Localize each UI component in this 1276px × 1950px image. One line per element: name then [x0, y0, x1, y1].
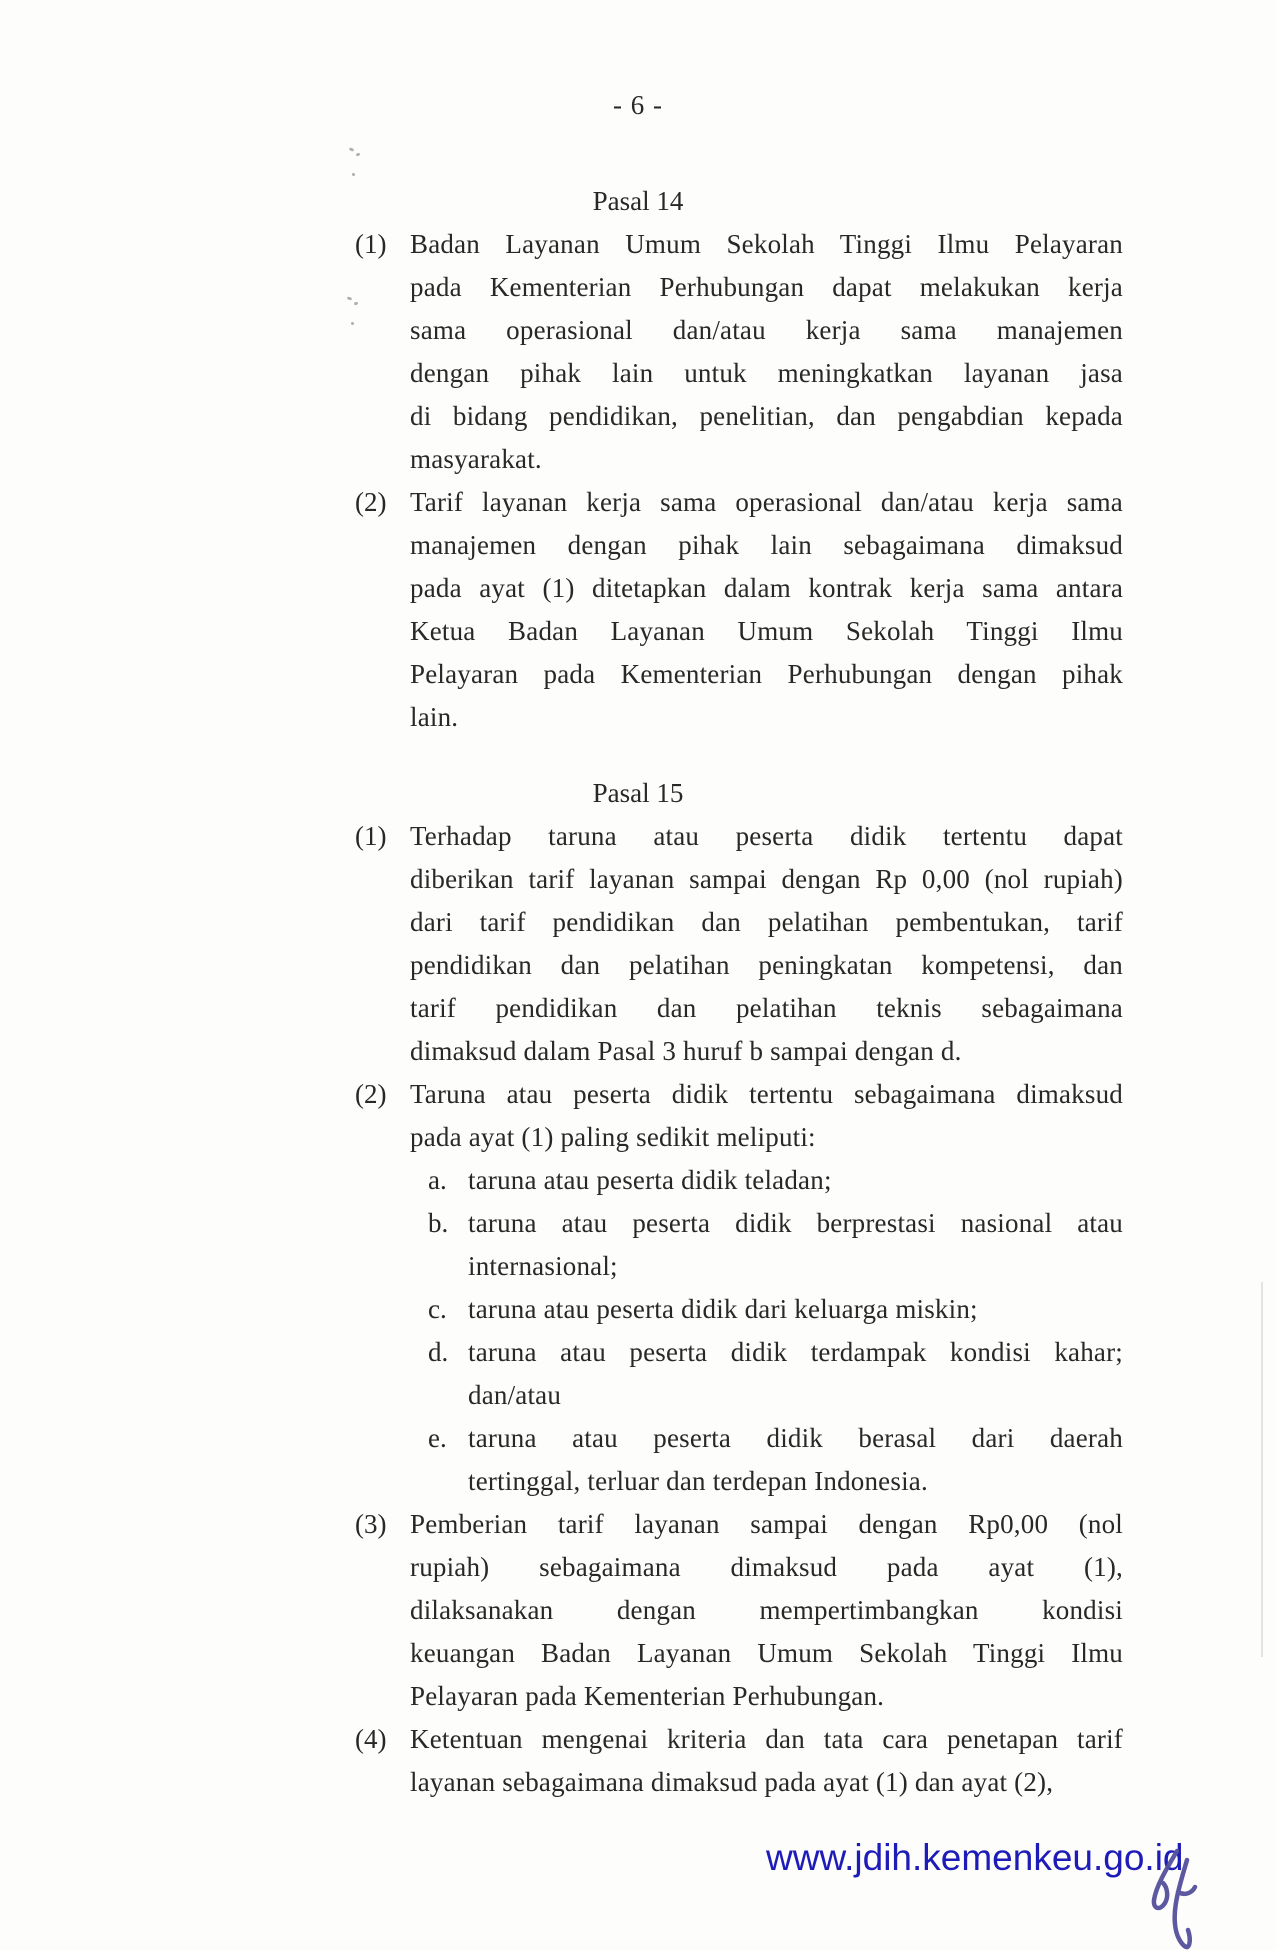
article-item	[0, 815, 1276, 1073]
text-line: taruna atau peserta didik dari keluarga miskin;	[468, 1294, 978, 1324]
text-line: Badan Layanan Umum Sekolah Tinggi Ilmu Pelayaran	[410, 229, 1123, 259]
text-line: dan/atau	[468, 1380, 562, 1410]
item-text	[410, 223, 1123, 481]
text-line: diberikan tarif layanan sampai dengan Rp 0,00 (nol rupiah)	[410, 864, 1123, 894]
list-item	[410, 1202, 1123, 1288]
list-letter: a.	[428, 1165, 447, 1195]
list-item	[410, 1417, 1123, 1503]
item-number: (1)	[355, 229, 387, 259]
list-item-text	[468, 1159, 1123, 1202]
scan-speck	[352, 173, 355, 176]
text-line: lain.	[410, 702, 459, 732]
scan-speck	[349, 147, 355, 152]
list-item	[410, 1159, 1123, 1202]
section-title: Pasal 14	[592, 186, 684, 216]
list-letter: c.	[428, 1294, 447, 1324]
text-line: tertinggal, terluar dan terdepan Indonesia.	[468, 1466, 928, 1496]
article-item	[0, 1718, 1276, 1804]
list-item	[410, 1331, 1123, 1417]
text-line: dengan pihak lain untuk meningkatkan layanan jasa	[410, 358, 1123, 388]
item-number: (4)	[355, 1724, 387, 1754]
scan-speck	[356, 152, 361, 156]
text-line: pendidikan dan pelatihan peningkatan kompetensi, dan	[410, 950, 1123, 980]
text-line: rupiah) sebagaimana dimaksud pada ayat (1),	[410, 1552, 1123, 1582]
text-line: dilaksanakan dengan mempertimbangkan kondisi	[410, 1595, 1123, 1625]
list-item-text	[468, 1288, 1123, 1331]
text-line: taruna atau peserta didik berasal dari daerah	[468, 1423, 1123, 1453]
article-item	[0, 1073, 1276, 1503]
section-title: Pasal 15	[592, 778, 684, 808]
text-line: internasional;	[468, 1251, 618, 1281]
list-letter: e.	[428, 1423, 447, 1453]
article-item	[0, 223, 1276, 481]
page-number: - 6 -	[613, 90, 663, 120]
item-text	[410, 815, 1123, 1073]
text-line: Ketentuan mengenai kriteria dan tata cara penetapan tarif	[410, 1724, 1123, 1754]
list-item	[410, 1288, 1123, 1331]
text-line: taruna atau peserta didik terdampak kondisi kahar;	[468, 1337, 1123, 1367]
list-letter: d.	[428, 1337, 449, 1367]
item-number: (2)	[355, 487, 387, 517]
list-item-text	[468, 1202, 1123, 1288]
item-number: (1)	[355, 821, 387, 851]
item-text	[410, 1718, 1123, 1804]
text-line: dimaksud dalam Pasal 3 huruf b sampai dengan d.	[410, 1036, 962, 1066]
text-line: Ketua Badan Layanan Umum Sekolah Tinggi Ilmu	[410, 616, 1123, 646]
signature-stroke-hook	[1178, 1887, 1195, 1894]
text-line: Pelayaran pada Kementerian Perhubungan dengan pihak	[410, 659, 1123, 689]
text-line: pada Kementerian Perhubungan dapat melakukan kerja	[410, 272, 1123, 302]
text-line: taruna atau peserta didik teladan;	[468, 1165, 832, 1195]
text-line: sama operasional dan/atau kerja sama manajemen	[410, 315, 1123, 345]
text-line: Taruna atau peserta didik tertentu sebagaimana dimaksud	[410, 1079, 1123, 1109]
item-text	[410, 481, 1123, 739]
text-line: di bidang pendidikan, penelitian, dan pengabdian kepada	[410, 401, 1123, 431]
text-line: tarif pendidikan dan pelatihan teknis sebagaimana	[410, 993, 1123, 1023]
text-line: dari tarif pendidikan dan pelatihan pembentukan, tarif	[410, 907, 1123, 937]
list-item-text	[468, 1331, 1123, 1417]
text-line: taruna atau peserta didik berprestasi nasional atau	[468, 1208, 1123, 1238]
item-text	[410, 1073, 1123, 1503]
item-number: (2)	[355, 1079, 387, 1109]
item-text	[410, 1503, 1123, 1718]
watermark-url: www.jdih.kemenkeu.go.id	[766, 1837, 1184, 1878]
article-item	[0, 1503, 1276, 1718]
text-line: manajemen dengan pihak lain sebagaimana dimaksud	[410, 530, 1123, 560]
text-line: pada ayat (1) paling sedikit meliputi:	[410, 1122, 816, 1152]
text-line: Pemberian tarif layanan sampai dengan Rp0,00 (nol	[410, 1509, 1123, 1539]
text-line: pada ayat (1) ditetapkan dalam kontrak kerja sama antara	[410, 573, 1123, 603]
document-body	[0, 180, 1276, 1804]
article-item	[0, 481, 1276, 739]
text-line: layanan sebagaimana dimaksud pada ayat (1) dan ayat (2),	[410, 1767, 1054, 1797]
item-number: (3)	[355, 1509, 387, 1539]
text-line: Tarif layanan kerja sama operasional dan/atau kerja sama	[410, 487, 1123, 517]
text-line: keuangan Badan Layanan Umum Sekolah Tinggi Ilmu	[410, 1638, 1123, 1668]
text-line: Pelayaran pada Kementerian Perhubungan.	[410, 1681, 885, 1711]
list-item-text	[468, 1417, 1123, 1503]
list-letter: b.	[428, 1208, 449, 1238]
text-line: Terhadap taruna atau peserta didik tertentu dapat	[410, 821, 1123, 851]
text-line: masyarakat.	[410, 444, 542, 474]
